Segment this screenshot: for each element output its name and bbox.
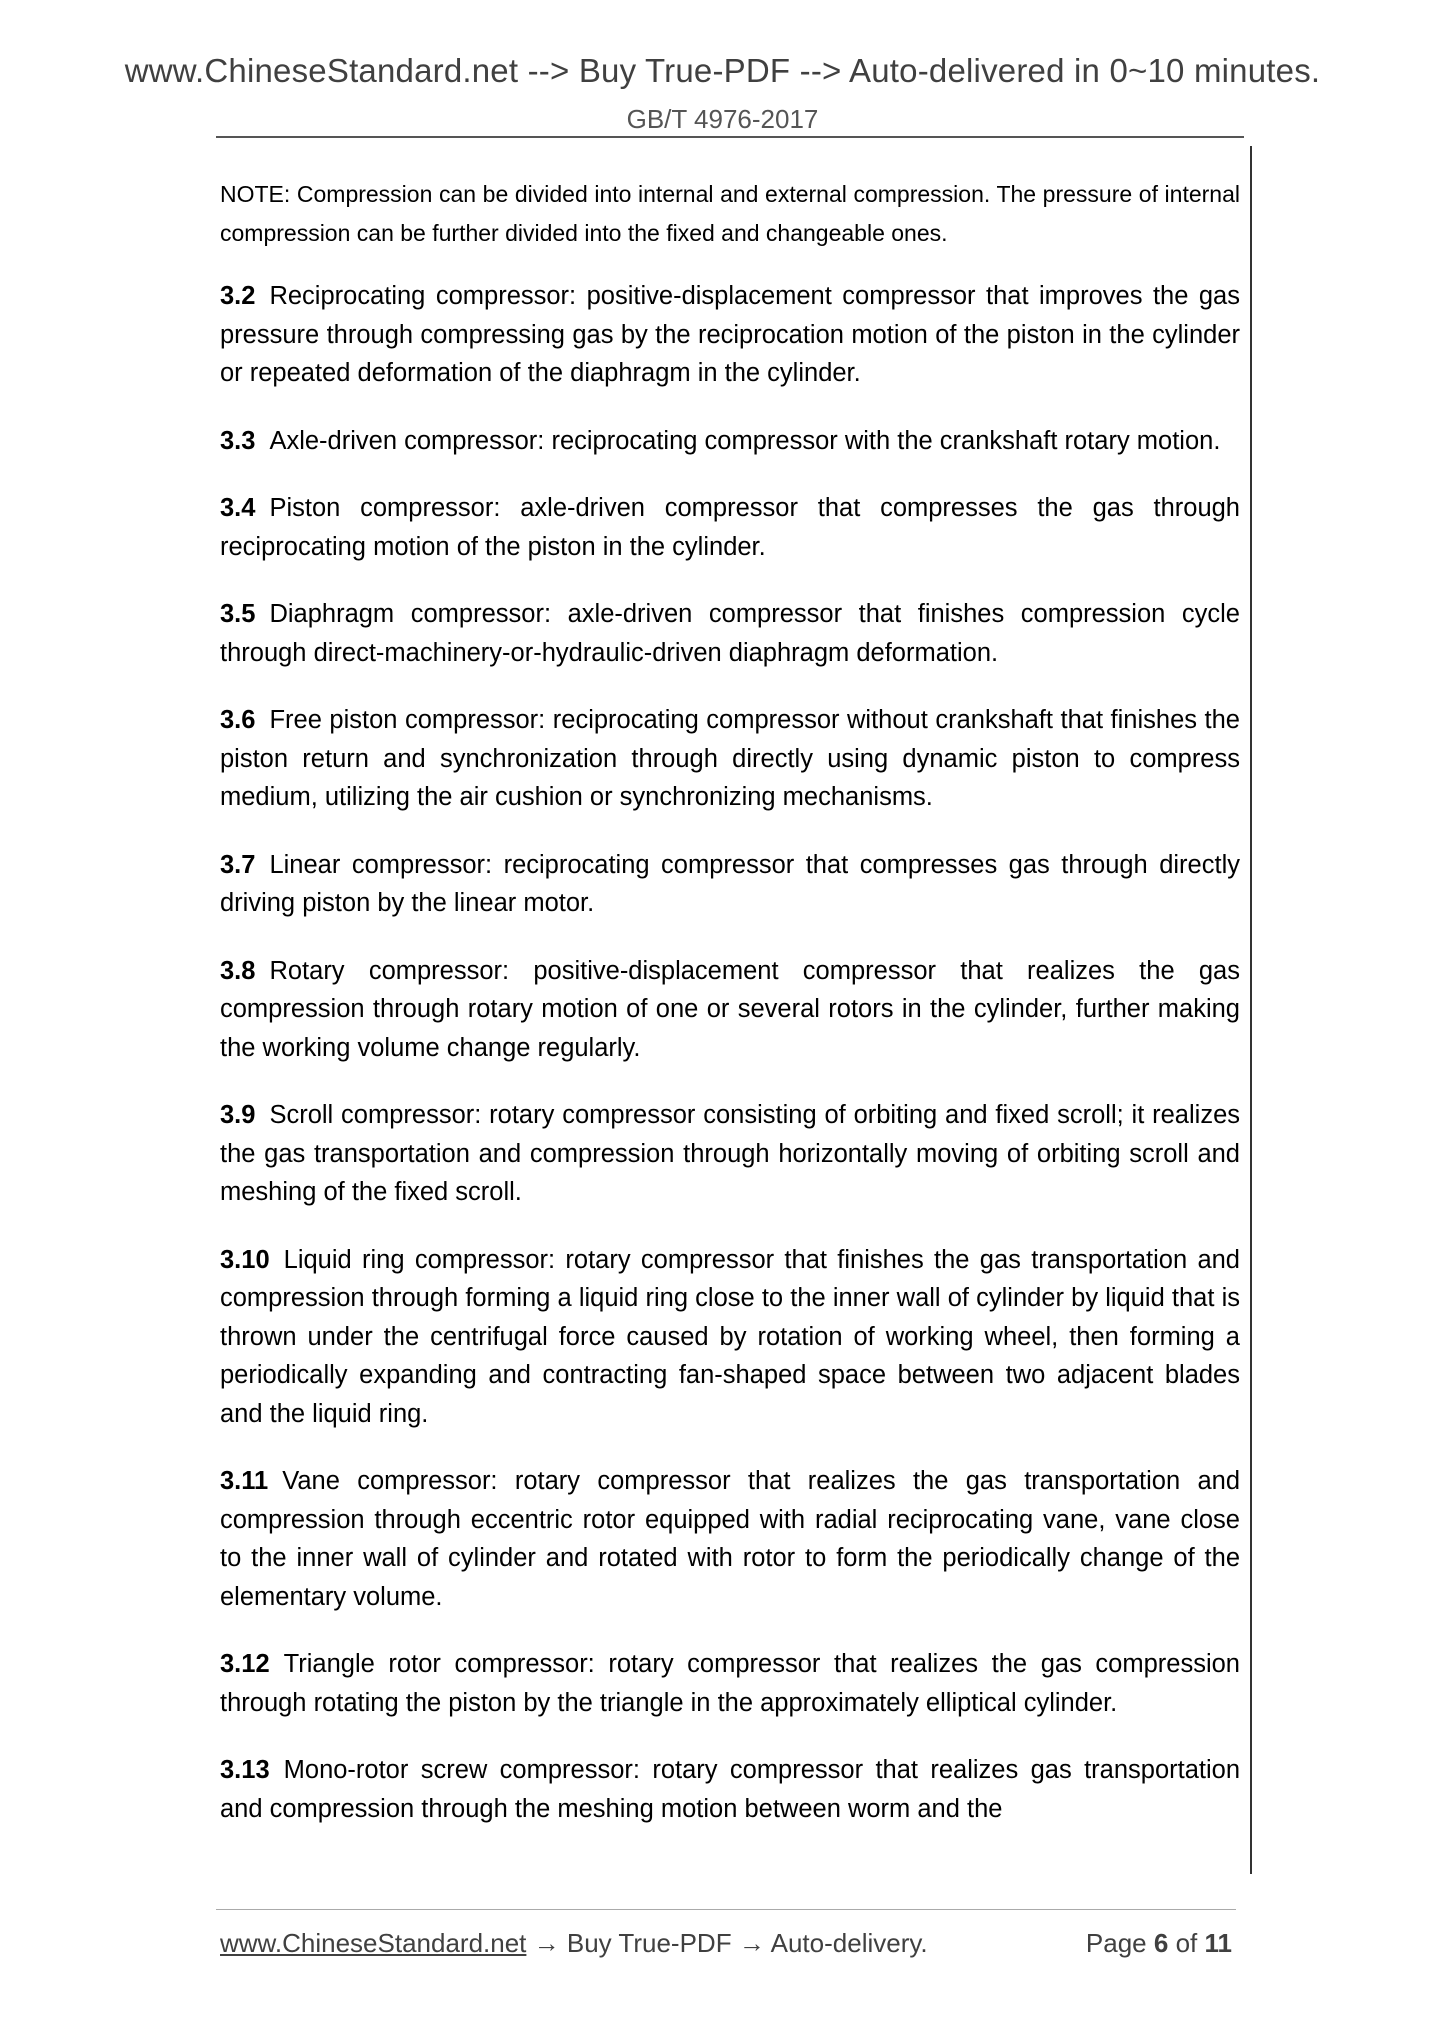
- clause-text: Axle-driven compressor: reciprocating compressor with the crankshaft rotary motion.: [269, 426, 1221, 455]
- clause-text: Diaphragm compressor: axle-driven compressor that finishes compression cycle through direct-machinery-or-hydraulic-driven diaphragm deformation.: [220, 600, 1240, 667]
- clause-text: Linear compressor: reciprocating compressor that compresses gas through directly driving piston by the linear motor.: [220, 850, 1240, 917]
- clause-number: 3.7: [220, 850, 256, 879]
- page-footer: [220, 1928, 1232, 1968]
- clause-text: Mono-rotor screw compressor: rotary compressor that realizes gas transportation and compression through the meshing motion between worm and the: [220, 1756, 1240, 1823]
- page-of: of: [1175, 1928, 1198, 1958]
- clause-number: 3.12: [220, 1650, 270, 1678]
- clause-number: 3.8: [220, 956, 256, 985]
- clause-3-7: [220, 846, 1240, 923]
- footer-divider: [216, 1909, 1236, 1910]
- footer-left: [220, 1928, 928, 1959]
- clause-3-3: [220, 422, 1240, 461]
- page-total: 11: [1204, 1928, 1232, 1958]
- footer-site-link[interactable]: www.ChineseStandard.net: [220, 1928, 527, 1958]
- footer-buy-text: Buy True-PDF: [566, 1928, 732, 1958]
- clause-number: 3.11: [220, 1467, 269, 1495]
- header-divider: [216, 136, 1244, 138]
- clause-text: Liquid ring compressor: rotary compressor that finishes the gas transportation and compression through forming a liquid ring close to the inner wall of cylinder by liquid that is thrown under the centrifugal force caused by rotation of working wheel, then forming a periodically expanding and contracting fan-shaped space between two adjacent blades and the liquid ring.: [220, 1245, 1240, 1428]
- clause-text: Piston compressor: axle-driven compressor that compresses the gas through reciprocating motion of the piston in the cylinder.: [220, 494, 1240, 561]
- page-indicator: [1086, 1928, 1232, 1959]
- standard-code: GB/T 4976-2017: [626, 104, 819, 134]
- clause-3-9: [220, 1096, 1240, 1212]
- clause-text: Vane compressor: rotary compressor that realizes the gas transportation and compression through eccentric rotor equipped with radial reciprocating vane, vane close to the inner wall of cylinder and rotated with rotor to form the periodically change of the elementary volume.: [220, 1467, 1240, 1611]
- clause-number: 3.6: [220, 706, 256, 734]
- right-margin-rule: [1250, 146, 1252, 1874]
- clause-3-4: [220, 489, 1240, 566]
- page-label: Page: [1085, 1928, 1147, 1958]
- clause-text: Triangle rotor compressor: rotary compressor that realizes the gas compression through rotating the piston by the triangle in the approximately elliptical cylinder.: [220, 1650, 1240, 1717]
- clause-3-8: [220, 952, 1240, 1068]
- clause-number: 3.3: [220, 426, 256, 455]
- clause-3-13: [220, 1751, 1240, 1828]
- clause-number: 3.9: [220, 1101, 256, 1129]
- arrow-right-icon: →: [738, 1928, 765, 1958]
- clause-text: Rotary compressor: positive-displacement compressor that realizes the gas compression through rotary motion of one or several rotors in the cylinder, further making the working volume change regularly.: [220, 956, 1240, 1062]
- clause-3-6: [220, 701, 1240, 817]
- arrow-right-icon: →: [533, 1928, 560, 1958]
- clause-number: 3.4: [220, 494, 256, 522]
- document-body: [220, 175, 1240, 1857]
- clause-number: 3.2: [220, 282, 256, 310]
- clause-text: Reciprocating compressor: positive-displacement compressor that improves the gas pressure through compressing gas by the reciprocation motion of the piston in the cylinder or repeated deformation of the diaphragm in the cylinder.: [220, 282, 1240, 387]
- clause-3-10: [220, 1241, 1240, 1434]
- footer-delivery-text: Auto-delivery.: [770, 1928, 928, 1958]
- clause-3-12: [220, 1645, 1240, 1722]
- clause-number: 3.5: [220, 600, 256, 628]
- clause-text: Scroll compressor: rotary compressor consisting of orbiting and fixed scroll; it realizes the gas transportation and compression through horizontally moving of orbiting scroll and meshing of the fixed scroll.: [220, 1101, 1240, 1206]
- page-current: 6: [1153, 1928, 1169, 1958]
- note-paragraph: NOTE: Compression can be divided into internal and external compression. The pressure of internal compression can be further divided into the fixed and changeable ones.: [220, 181, 1240, 246]
- clause-text: Free piston compressor: reciprocating compressor without crankshaft that finishes the piston return and synchronization through directly using dynamic piston to compress medium, utilizing the air cushion or synchronizing mechanisms.: [220, 706, 1240, 811]
- clause-3-2: [220, 277, 1240, 393]
- clause-number: 3.10: [220, 1245, 270, 1274]
- clause-3-11: [220, 1462, 1240, 1616]
- site-banner[interactable]: www.ChineseStandard.net --> Buy True-PDF --> Auto-delivered in 0~10 minutes.: [124, 52, 1321, 89]
- clause-3-5: [220, 595, 1240, 672]
- clause-number: 3.13: [220, 1756, 270, 1784]
